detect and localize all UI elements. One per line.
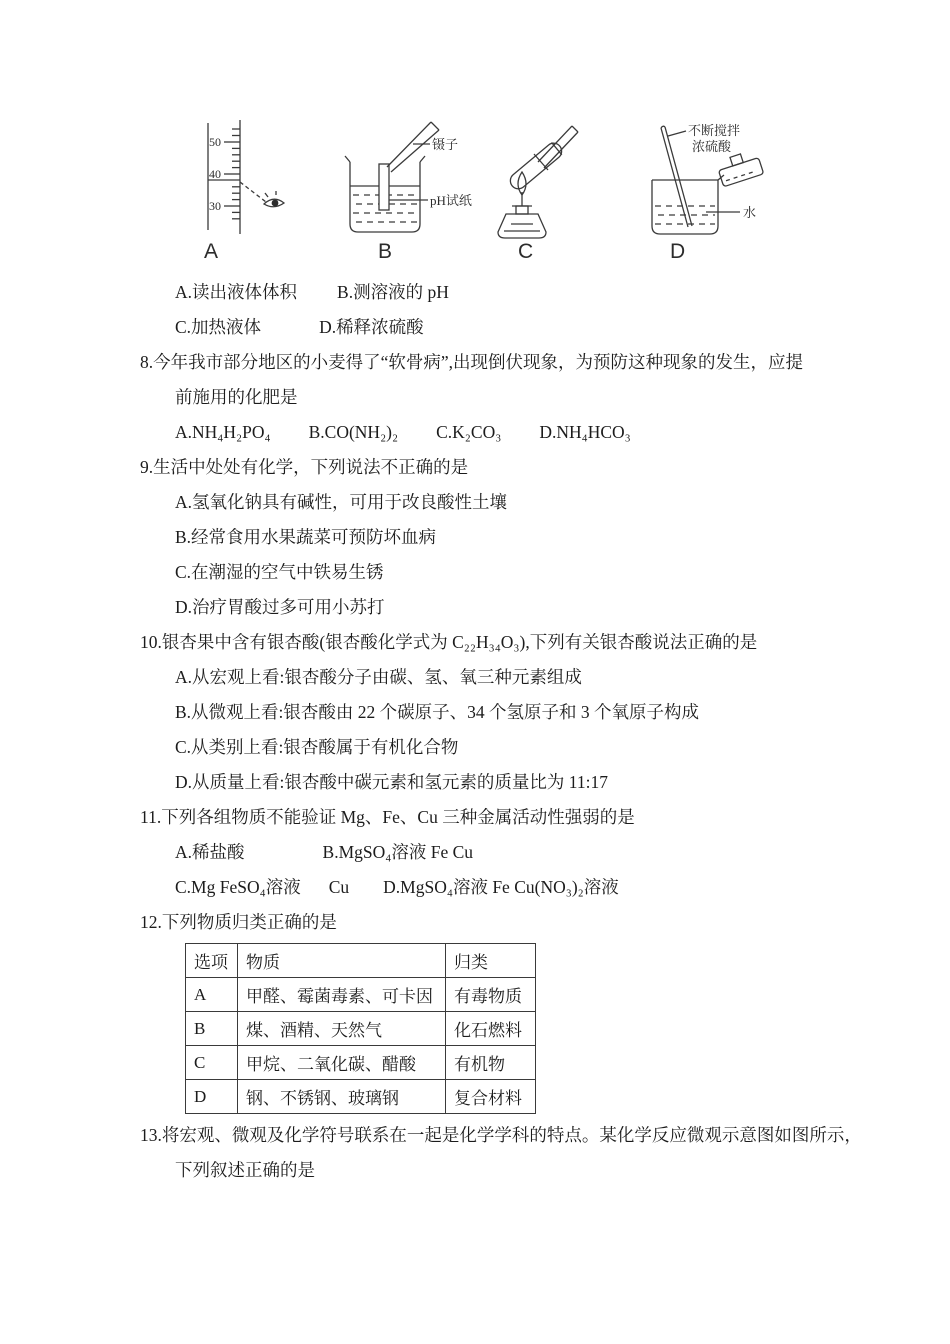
figure-letter-b: B [378, 240, 393, 263]
q10-option-d: D.从质量上看:银杏酸中碳元素和氢元素的质量比为 11:17 [175, 772, 608, 792]
table-cell-class: 有机物 [446, 1046, 536, 1080]
table-cell-substance: 煤、酒精、天然气 [238, 1012, 446, 1046]
q10-option-a: A.从宏观上看:银杏酸分子由碳、氢、氧三种元素组成 [175, 667, 582, 687]
test-tube [507, 140, 565, 192]
figure-d-dilute-acid [628, 120, 778, 265]
water-texture [655, 206, 715, 224]
eye-icon [264, 191, 284, 207]
q9-option-a: A.氢氧化钠具有碱性，可用于改良酸性土壤 [175, 492, 508, 512]
table-cell-option: C [186, 1046, 238, 1080]
question-text-block [0, 275, 950, 1188]
table-cell-option: D [186, 1080, 238, 1114]
tick-label-50: 50 [209, 135, 221, 149]
table-header-substance: 物质 [238, 944, 446, 978]
q8-options-row [0, 415, 950, 450]
ph-paper-label: pH试纸 [430, 193, 472, 208]
figure-c-heating-liquid [478, 120, 593, 265]
q8-stem-line2: 前施用的化肥是 [175, 387, 298, 407]
q10-option-c: C.从类别上看:银杏酸属于有机化合物 [175, 737, 459, 757]
q11-stem: 11.下列各组物质不能验证 Mg、Fe、Cu 三种金属活动性强弱的是 [140, 807, 635, 827]
q7-option-d: D.稀释浓硫酸 [319, 317, 424, 337]
figure-letter-d: D [670, 240, 686, 263]
q11-options-row-1 [0, 835, 950, 870]
q7-option-a: A.读出液体体积 [175, 282, 298, 302]
figure-letter-a: A [204, 240, 219, 263]
q9-stem: 9.生活中处处有化学，下列说法不正确的是 [140, 457, 469, 477]
stir-pointer-line [668, 131, 686, 136]
table-cell-class: 复合材料 [446, 1080, 536, 1114]
table-header-class: 归类 [446, 944, 536, 978]
table-row [186, 1046, 536, 1080]
q8-option-a: A.NH₄H₂PO₄ [175, 422, 271, 442]
q8-option-d: D.NH₄HCO₃ [539, 422, 631, 442]
flame [518, 172, 526, 195]
table-cell-substance: 甲醛、霉菌毒素、可卡因 [238, 978, 446, 1012]
table-cell-option: A [186, 978, 238, 1012]
q9-option-d: D.治疗胃酸过多可用小苏打 [175, 597, 385, 617]
acid-bottle [716, 149, 764, 187]
q10-option-b: B.从微观上看:银杏酸由 22 个碳原子、34 个氢原子和 3 个氧原子构成 [175, 702, 700, 722]
q11-option-c-part1: C.Mg FeSO₄溶液 [175, 877, 301, 897]
q10-stem: 10.银杏果中含有银杏酸(银杏酸化学式为 C₂₂H₃₄O₃),下列有关银杏酸说法正确的是 [140, 632, 758, 652]
q12-classification-table [185, 943, 536, 1114]
q11-option-a: A.稀盐酸 [175, 842, 245, 862]
major-ticks [224, 142, 240, 206]
table-header-row [186, 944, 536, 978]
table-row [186, 1012, 536, 1046]
figure-b-ph-test [328, 120, 478, 265]
q11-option-b: B.MgSO₄溶液 Fe Cu [322, 842, 474, 862]
q11-option-c-part2: Cu [328, 877, 350, 897]
tick-label-40: 40 [209, 167, 221, 181]
q13-stem-line2: 下列叙述正确的是 [175, 1160, 315, 1180]
table-cell-substance: 钢、不锈钢、玻璃钢 [238, 1080, 446, 1114]
stirring-rod [661, 126, 692, 227]
q8-stem-line1: 8.今年我市部分地区的小麦得了“软骨病”,出现倒伏现象，为预防这种现象的发生，应提 [140, 352, 804, 372]
table-cell-class: 化石燃料 [446, 1012, 536, 1046]
table-cell-class: 有毒物质 [446, 978, 536, 1012]
figure-a-graduated-cylinder [188, 120, 293, 265]
table-cell-substance: 甲烷、二氧化碳、醋酸 [238, 1046, 446, 1080]
q11-option-d: D.MgSO₄溶液 Fe Cu(NO₃)₂溶液 [383, 877, 619, 897]
q7-options-row-2 [0, 310, 950, 345]
table-row [186, 978, 536, 1012]
q9-option-b: B.经常食用水果蔬菜可预防坏血病 [175, 527, 437, 547]
apparatus-figure-row [0, 120, 950, 270]
table-row [186, 1080, 536, 1114]
q11-options-row-2 [0, 870, 950, 905]
tweezers-label: 镊子 [432, 137, 459, 152]
q7-options-row-1 [0, 275, 950, 310]
q7-option-b: B.测溶液的 pH [337, 282, 449, 302]
tick-label-30: 30 [209, 199, 221, 213]
q8-option-c: C.K₂CO₃ [436, 422, 502, 442]
acid-label: 浓硫酸 [692, 139, 732, 154]
q8-option-b: B.CO(NH₂)₂ [308, 422, 399, 442]
water-label: 水 [743, 205, 757, 220]
q9-option-c: C.在潮湿的空气中铁易生锈 [175, 562, 384, 582]
q7-option-c: C.加热液体 [175, 317, 262, 337]
stir-label: 不断搅拌 [688, 123, 741, 138]
q13-stem-line1: 13.将宏观、微观及化学符号联系在一起是化学学科的特点。某化学反应微观示意图如图所示， [140, 1125, 862, 1145]
table-cell-option: B [186, 1012, 238, 1046]
ph-paper-strip [379, 164, 389, 210]
sight-line-dashed [240, 182, 266, 202]
q12-stem: 12.下列物质归类正确的是 [140, 912, 337, 932]
alcohol-lamp [498, 192, 546, 238]
table-header-option: 选项 [186, 944, 238, 978]
figure-letter-c: C [518, 240, 534, 263]
